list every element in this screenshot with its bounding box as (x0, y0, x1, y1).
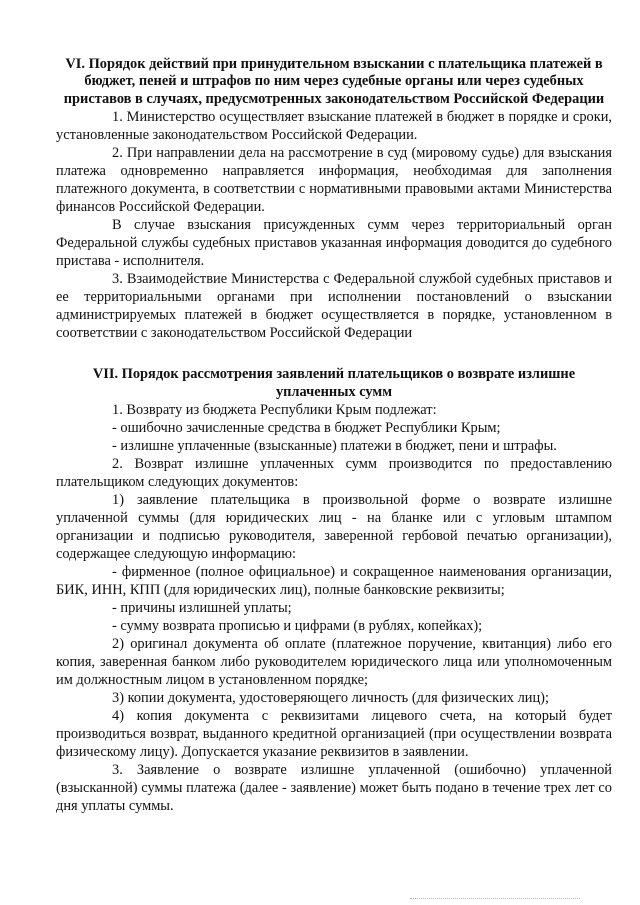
section-6-paragraph-4: 3. Взаимодействие Министерства с Федеральной службой судебных приставов и ее территориальными органами при исполнении постановлений о взыскании администрируемых платежей в бюджет осуществляется в порядке, установленном в соответствии с законодательством Российской Федерации (56, 271, 612, 342)
section-7-paragraph-1: 1. Возврату из бюджета Республики Крым подлежат: (112, 402, 437, 419)
section-6-title: VI. Порядок действий при принудительном взыскании с плательщика платежей в бюджет, пеней и штрафов по ним через судебные органы или через судебных приставов в случаях, предусмотренных законодательством Российской Федерации (63, 56, 605, 107)
section-7-paragraph-5: 1) заявление плательщика в произвольной форме о возврате излишне уплаченной суммы (для юридических лиц - на бланке или с угловым штампом организации и подписью руководителя, заверенной гербовой печатью организации), содержащее следующую информацию: (56, 492, 612, 563)
section-7-title: VII. Порядок рассмотрения заявлений плательщиков о возврате излишне уплаченных сумм (92, 366, 576, 400)
section-7-paragraph-9: 2) оригинал документа об оплате (платежное поручение, квитанция) либо его копия, заверенная банком либо руководителем юридического лица или уполномоченным им должностным лицом в установленном порядке; (56, 636, 612, 689)
section-7-paragraph-6: - фирменное (полное официальное) и сокращенное наименования организации, БИК, ИНН, КПП (для юридических лиц), полные банковские реквизиты; (56, 564, 612, 599)
section-7-paragraph-12: 3. Заявление о возврате излишне уплаченной (ошибочно) уплаченной (взысканной) суммы платежа (далее - заявление) может быть подано в течение трех лет со дня уплаты суммы. (56, 762, 612, 815)
section-7-paragraph-4: 2. Возврат излишне уплаченных сумм производится по предоставлению плательщиком следующих документов: (56, 456, 612, 491)
section-7-paragraph-2: - ошибочно зачисленные средства в бюджет Республики Крым; (112, 420, 501, 437)
section-7-paragraph-3: - излишне уплаченные (взысканные) платежи в бюджет, пени и штрафы. (112, 438, 557, 455)
section-7-paragraph-10: 3) копии документа, удостоверяющего личность (для физических лиц); (112, 690, 549, 707)
section-6-paragraph-1: 1. Министерство осуществляет взыскание платежей в бюджет в порядке и сроки, установленные законодательством Российской Федерации. (56, 109, 612, 144)
scan-artifact (410, 898, 580, 905)
section-7-paragraph-8: - сумму возврата прописью и цифрами (в рублях, копейках); (112, 618, 483, 635)
section-6-paragraph-3: В случае взыскания присужденных сумм через территориальный орган Федеральной службы судебных приставов указанная информация доводится до судебного пристава - исполнителя. (56, 217, 612, 270)
section-7-paragraph-7: - причины излишней уплаты; (112, 600, 292, 617)
section-7-paragraph-11: 4) копия документа с реквизитами лицевого счета, на который будет производиться возврат, выданного кредитной организацией (при осуществлении возврата физическому лицу). Допускается указание реквизитов в заявлении. (56, 708, 612, 761)
section-6-paragraph-2: 2. При направлении дела на рассмотрение в суд (мировому судье) для взыскания платежа одновременно направляется информация, необходимая для заполнения платежного документа, в соответствии с нормативными правовыми актами Министерства финансов Российской Федерации. (56, 145, 612, 216)
